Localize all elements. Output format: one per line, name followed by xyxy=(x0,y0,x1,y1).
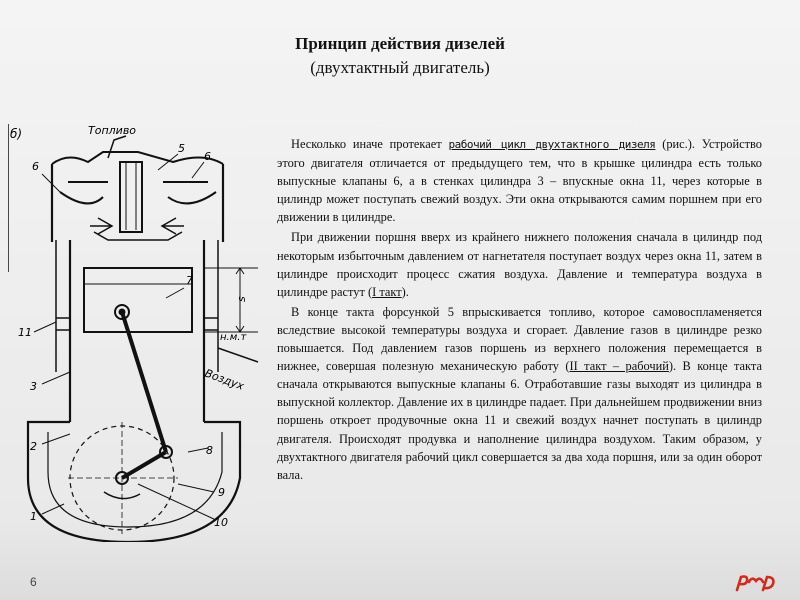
page-number: 6 xyxy=(30,575,37,589)
label-8: 8 xyxy=(206,444,213,457)
label-7: 7 xyxy=(186,274,193,287)
label-air: Воздух xyxy=(202,366,246,393)
term-second-stroke: II такт – рабочий xyxy=(569,359,669,374)
paragraph-1: Несколько иначе протекает рабочий цикл двухтактного дизеля (рис.). Устройство этого двигателя отличается от предыдущего тем, что в крышке цилиндра есть только выпускные клапаны 6, а в стенках цилиндра 3 – впускные окна 11, через которые в цилиндр может поступать свежий воздух. Эти окна открываются самим поршнем при его движении в цилиндре. xyxy=(277,137,762,225)
description-text xyxy=(277,135,762,486)
label-1: 1 xyxy=(30,510,37,523)
label-fuel: Топливо xyxy=(88,124,137,137)
term-first-stroke: I такт xyxy=(372,284,402,299)
label-5: 5 xyxy=(178,142,185,155)
term-two-stroke-cycle: рабочий цикл двухтактного дизеля xyxy=(448,138,656,151)
two-stroke-engine-diagram xyxy=(8,122,270,542)
figure-panel-label: б) xyxy=(10,127,23,141)
label-2: 2 xyxy=(30,440,37,453)
label-10: 10 xyxy=(214,516,228,529)
rzd-logo-icon xyxy=(733,572,777,592)
title-subtitle: (двухтактный двигатель) xyxy=(310,58,490,77)
label-bdc: н.м.т xyxy=(220,332,247,343)
title-main: Принцип действия дизелей xyxy=(295,34,505,53)
label-stroke: s xyxy=(235,296,248,302)
paragraph-2: При движении поршня вверх из крайнего нижнего положения сначала в цилиндр под некоторым избыточным давлением от нагнетателя поступает воздух через окна 11, затем в цилиндре происходит процесс сжатия воздуха. Давление и температура воздуха в цилиндре растут (I такт). xyxy=(277,230,762,299)
paragraph-3: В конце такта форсункой 5 впрыскивается топливо, которое самовоспламеняется вследствие высокой температуры воздуха и сгорает. Давление газов в цилиндре резко повышается. Под давлением газов поршень из верхнего положения перемещается в нижнее, совершая полезную механическую работу (II такт – рабочий). В конце такта сначала открываются выпускные клапаны 6. Отработавшие газы выходят из цилиндра в выпускной коллектор. Давление их в цилиндре падает. При дальнейшем продвижении вниз поршень откроет продувочные окна 11 и свежий воздух начнет поступать в цилиндр двигателя. Происходят продувка и наполнение цилиндра воздухом. Таким образом, у двухтактного двигателя рабочий цикл совершается за два хода поршня, или за один оборот вала. xyxy=(277,304,762,482)
label-6-right: 6 xyxy=(204,150,211,163)
label-11: 11 xyxy=(18,326,32,339)
label-6-left: 6 xyxy=(32,160,39,173)
slide-title xyxy=(150,32,650,80)
label-9: 9 xyxy=(218,486,225,499)
label-3: 3 xyxy=(30,380,37,393)
